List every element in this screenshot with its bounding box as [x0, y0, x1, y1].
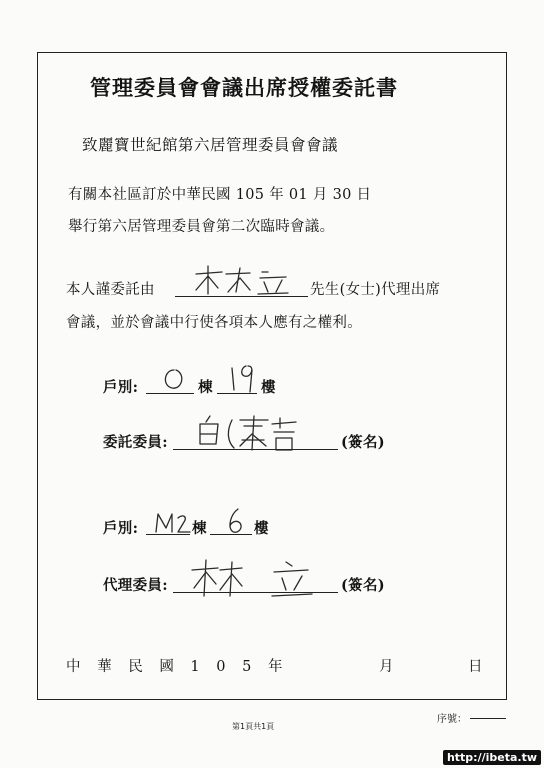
serial-number-label: 序號： [437, 714, 467, 725]
proxy-building-label: 棟 [192, 520, 207, 537]
document-title: 管理委員會會議出席授權委託書 [90, 75, 398, 100]
proxy-building-handwriting [152, 508, 192, 542]
proxy-label: 代理委員: [103, 577, 168, 594]
delegator-household-label: 戶別: [103, 379, 139, 396]
meeting-name-line: 舉行第六居管理委員會第二次臨時會議。 [68, 219, 335, 235]
proxy-intro-suffix: 先生(女士)代理出席 [310, 282, 441, 298]
delegator-label: 委託委員: [103, 434, 168, 451]
proxy-signature-handwriting [188, 556, 318, 604]
sign-date-year: 中 華 民 國 1 0 5 年 [66, 659, 289, 675]
delegator-floor-handwriting [226, 360, 262, 398]
sign-date-day: 日 [468, 659, 483, 675]
meeting-date-line: 有關本社區訂於中華民國 105 年 01 月 30 日 [68, 187, 372, 203]
delegator-floor-label: 樓 [261, 379, 276, 396]
document-subtitle: 致麗寶世紀館第六居管理委員會會議 [82, 136, 339, 154]
delegator-signature-handwriting [196, 412, 314, 458]
delegator-building-label: 棟 [198, 379, 213, 396]
proxy-household-label: 戶別: [103, 520, 139, 537]
delegator-building-handwriting [158, 364, 192, 398]
page-number: 第1頁共1頁 [232, 722, 275, 731]
rights-line: 會議，並於會議中行使各項本人應有之權利。 [66, 315, 362, 331]
proxy-intro-prefix: 本人謹委託由 [66, 282, 155, 298]
proxy-sign-note: (簽名) [341, 577, 385, 594]
proxy-floor-handwriting [220, 505, 250, 541]
site-watermark: http://ibeta.tw [443, 750, 541, 765]
proxy-name-handwriting [188, 262, 298, 302]
proxy-floor-label: 樓 [254, 520, 269, 537]
serial-number-underline [470, 718, 506, 719]
sign-date-month: 月 [379, 659, 394, 675]
delegator-sign-note: (簽名) [341, 434, 385, 451]
